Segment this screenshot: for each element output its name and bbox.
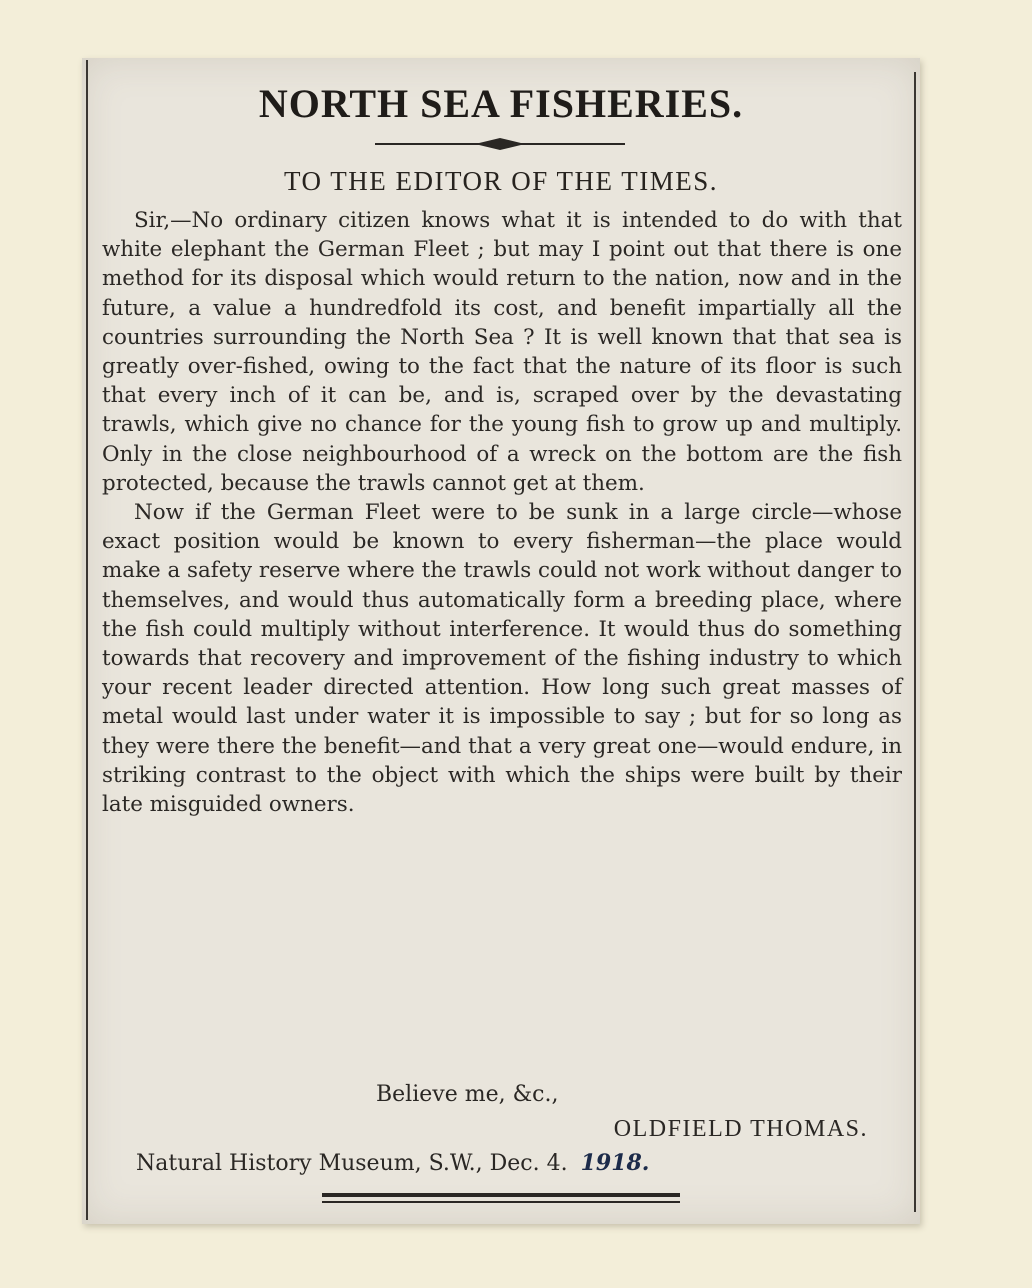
paragraph-2: Now if the German Fleet were to be sunk in a large circle—whose exact position would be known to every fisherman—the place would make a safety reserve where the trawls could not work without danger to themselves, and would thus automatically form a breeding place, where the fish could multiply without interference. It would thus do something towards that recovery and improvement of the fishing industry to which your recent leader directed attention. How long such great masses of metal would last under water it is impossible to say ; but for so long as they were there the benefit—and that a very great one—would endure, in striking contrast to the object with which the ships were built by their late misguided owners.: [102, 500, 902, 818]
right-border-rule: [914, 72, 916, 1212]
handwritten-year: 1918.: [580, 1150, 650, 1176]
paragraph-1: Sir,—No ordinary citizen knows what it is intended to do with that white elephant the German Fleet ; but may I point out that there is one method for its disposal which would return to the nation, now and in the future, a value a hundredfold its cost, and benefit impartially all the countries surrounding the North Sea ? It is well known that that sea is greatly over-fished, owing to the fact that the nature of its floor is such that every inch of it can be, and is, scraped over by the devastating trawls, which give no chance for the young fish to grow up and multiply. Only in the close neighbourhood of a wreck on the bottom are the fish protected, because the trawls cannot get at them.: [102, 208, 902, 496]
newspaper-clipping: [82, 58, 920, 1224]
author-signature: OLDFIELD THOMAS.: [613, 1116, 868, 1142]
headline-ornament: [375, 136, 625, 152]
author-address: [136, 1150, 649, 1176]
closing-salutation: Believe me, &c.,: [376, 1082, 559, 1107]
left-border-rule: [86, 60, 88, 1220]
article-body: [102, 206, 902, 819]
article-headline: NORTH SEA FISHERIES.: [258, 81, 744, 126]
bottom-double-rule: [322, 1190, 680, 1208]
address-text: Natural History Museum, S.W., Dec. 4.: [136, 1151, 568, 1176]
article-subhead: TO THE EDITOR OF THE TIMES.: [283, 166, 719, 196]
